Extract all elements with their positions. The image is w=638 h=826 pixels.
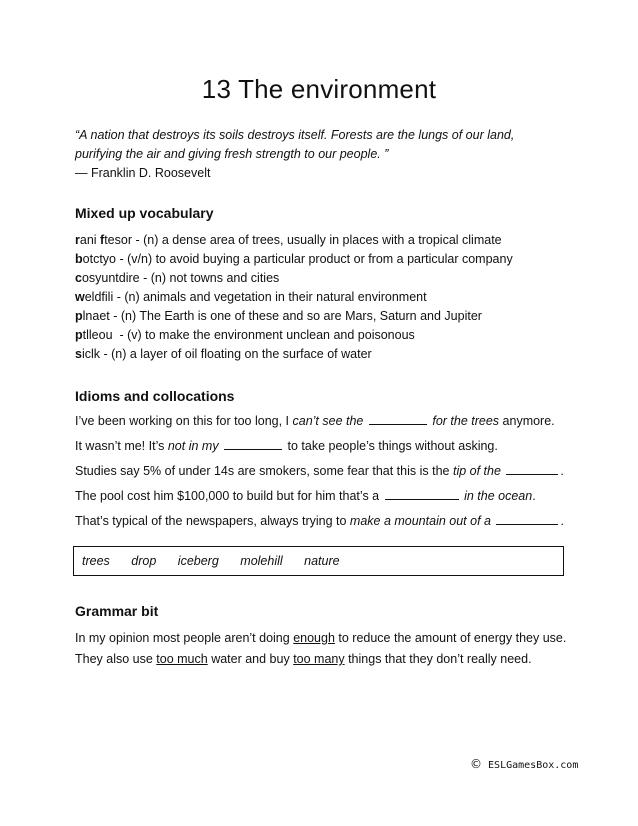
vocab-item: siclk - (n) a layer of oil floating on the surface of water <box>75 347 372 361</box>
word-option: drop <box>131 554 157 568</box>
idioms-heading: Idioms and collocations <box>75 388 235 404</box>
grammar-line-2: They also use too much water and buy too many things that they don’t really need. <box>75 652 532 666</box>
answer-blank[interactable] <box>385 488 459 500</box>
grammar-heading: Grammar bit <box>75 603 159 619</box>
word-option: trees <box>82 554 110 568</box>
vocab-item: weldfili - (n) animals and vegetation in their natural environment <box>75 290 427 304</box>
vocab-heading: Mixed up vocabulary <box>75 205 214 221</box>
word-box <box>73 546 564 576</box>
quote-author: — Franklin D. Roosevelt <box>75 166 211 180</box>
copyright-footer <box>470 757 578 771</box>
vocab-item: rani ftesor - (n) a dense area of trees, usually in places with a tropical climate <box>75 233 502 247</box>
vocab-list <box>75 231 513 364</box>
answer-blank[interactable] <box>496 513 558 525</box>
word-option: molehill <box>240 554 283 568</box>
idiom-sentence: Studies say 5% of under 14s are smokers, some fear that this is the tip of the . <box>75 464 564 478</box>
answer-blank[interactable] <box>224 438 282 450</box>
idiom-sentence: I’ve been working on this for too long, I can’t see the for the trees anymore. <box>75 414 555 428</box>
vocab-item: ptlleou - (v) to make the environment unclean and poisonous <box>75 328 415 342</box>
quote-block <box>75 126 514 183</box>
quote-line-2: purifying the air and giving fresh strength to our people. ” <box>75 147 389 161</box>
quote-line-1: “A nation that destroys its soils destroys itself. Forests are the lungs of our land, <box>75 128 515 142</box>
answer-blank[interactable] <box>369 413 427 425</box>
grammar-text <box>75 628 566 670</box>
word-option: iceberg <box>177 554 219 568</box>
idiom-sentence: That’s typical of the newspapers, always trying to make a mountain out of a . <box>75 514 564 528</box>
idiom-sentence: The pool cost him $100,000 to build but for him that’s a in the ocean. <box>75 489 536 503</box>
vocab-item: cosyuntdire - (n) not towns and cities <box>75 271 280 285</box>
vocab-item: botctyo - (v/n) to avoid buying a particular product or from a particular company <box>75 252 513 266</box>
answer-blank[interactable] <box>506 463 558 475</box>
word-option: nature <box>304 554 340 568</box>
page-title: 13 The environment <box>201 74 437 104</box>
copyright-icon: © <box>470 757 482 771</box>
idioms-list <box>75 413 564 538</box>
grammar-line-1: In my opinion most people aren’t doing enough to reduce the amount of energy they use. <box>75 631 567 645</box>
footer-site: ESLGamesBox.com <box>488 760 579 771</box>
idiom-sentence: It wasn’t me! It’s not in my to take people’s things without asking. <box>75 439 498 453</box>
vocab-item: plnaet - (n) The Earth is one of these and so are Mars, Saturn and Jupiter <box>75 309 482 323</box>
